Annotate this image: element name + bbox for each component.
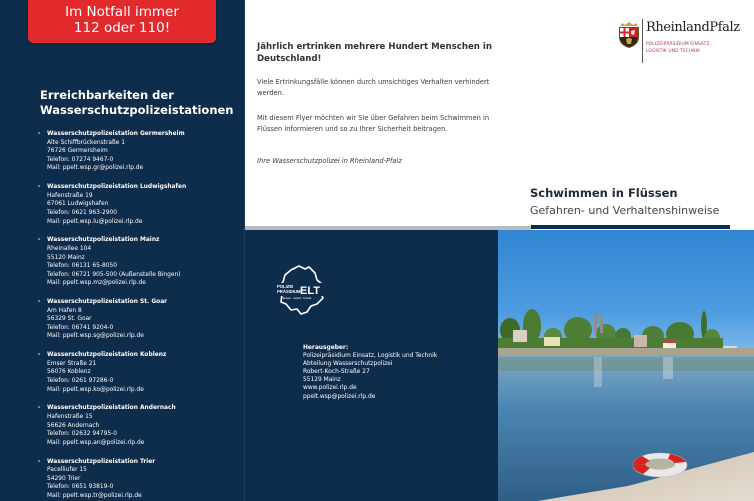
station-phone: Telefon: 06741 9204-0 xyxy=(47,324,114,331)
station-city: 54290 Trier xyxy=(47,475,81,482)
station-name: - Wasserschutzpolizeistation Andernach xyxy=(47,405,176,412)
svg-text:PRÄSIDIUM: PRÄSIDIUM xyxy=(277,289,301,294)
station-city: 55120 Mainz xyxy=(47,254,85,261)
publisher-email[interactable]: ppelt.wsp@polizei.rlp.de xyxy=(303,393,376,400)
intro-paragraph-1: Viele Ertrinkungsfälle können durch umsichtiges Verhalten verhindert werden. xyxy=(257,78,490,97)
intro-paragraph-2: Mit diesem Flyer möchten wir Sie über Gefahren beim Schwimmen in Flüssen informieren und so zu Ihrer Sicherheit beitragen. xyxy=(257,114,490,133)
station-ludwigshafen xyxy=(36,183,236,226)
station-address: Alte Schiffbrückenstraße 1 xyxy=(47,139,125,146)
station-name: - Wasserschutzpolizeistation Mainz xyxy=(47,237,160,244)
publisher-info xyxy=(303,344,493,401)
station-mail: Mail: ppelt.wsp.tr@polizei.rlp.de xyxy=(47,492,142,499)
station-address: Emser Straße 21 xyxy=(47,360,97,367)
police-elt-logo-icon xyxy=(273,264,329,316)
publisher-street: Robert-Koch-Straße 27 xyxy=(303,369,370,376)
station-phone: Telefon: 07274 9467-0 xyxy=(47,156,114,163)
svg-text:Einsatz · Logistik · Technik: Einsatz · Logistik · Technik xyxy=(283,297,312,300)
station-city: 56626 Andernach xyxy=(47,422,100,429)
station-address: Rheinallee 104 xyxy=(47,245,92,252)
station-germersheim xyxy=(36,130,236,173)
river-lifebuoy-photo xyxy=(498,230,754,501)
coat-of-arms-icon xyxy=(618,22,640,48)
intro-signature: Ihre Wasserschutzpolizei in Rheinland-Pfalz xyxy=(257,157,402,165)
station-phone: Telefon: 02632 94795-0 xyxy=(47,431,117,438)
publisher-label: Herausgeber: xyxy=(303,345,349,351)
station-name: - Wasserschutzpolizeistation St. Goar xyxy=(47,299,168,306)
title-underline xyxy=(531,225,730,229)
station-mail: Mail: ppelt.wsp.gr@polizei.rlp.de xyxy=(47,165,144,172)
station-mail: Mail: ppelt.wsp.sg@polizei.rlp.de xyxy=(47,333,144,340)
station-address: Hafenstraße 15 xyxy=(47,413,93,420)
station-phone-2: Telefon: 06721 905-500 (Außenstelle Bingen) xyxy=(47,271,181,278)
far-bank-trees xyxy=(498,309,754,354)
cover-title-panel xyxy=(497,0,754,226)
svg-text:POLIZEI: POLIZEI xyxy=(277,284,294,289)
publisher-website[interactable]: www.polizei.rlp.de xyxy=(303,385,357,392)
emergency-line-2: 112 oder 110! xyxy=(73,20,171,36)
station-phone: Telefon: 0651 93819-0 xyxy=(47,484,114,491)
emergency-line-1: Im Notfall immer xyxy=(65,4,179,20)
logo-subtitle-line-2: LOGISTIK UND TECHNIK xyxy=(646,49,701,54)
station-andernach xyxy=(36,404,236,447)
station-phone: Telefon: 0261 97286-0 xyxy=(47,378,114,384)
station-address: Hafenstraße 19 xyxy=(47,192,93,199)
station-mail: Mail: ppelt.wsp.lu@polizei.rlp.de xyxy=(47,218,143,225)
stations-title-line-2: Wasserschutzpolizeistationen xyxy=(40,103,234,117)
station-koblenz xyxy=(36,351,236,394)
logo-divider xyxy=(642,19,643,63)
station-mail: Mail: ppelt.wsp.mz@polizei.rlp.de xyxy=(47,280,146,287)
station-city: 56329 St. Goar xyxy=(47,316,92,323)
document-title: Schwimmen in Flüssen xyxy=(530,186,678,200)
document-subtitle: Gefahren- und Verhaltenshinweise xyxy=(530,204,720,217)
rlp-logo xyxy=(618,17,740,63)
station-name: - Wasserschutzpolizeistation Koblenz xyxy=(47,352,167,359)
intro-panel xyxy=(245,0,497,226)
intro-heading: Jährlich ertrinken mehrere Hundert Menschen in Deutschland! xyxy=(257,42,492,64)
stations-title-line-1: Erreichbarkeiten der xyxy=(40,88,174,102)
stations-title xyxy=(40,88,240,118)
station-address: Am Hafen 8 xyxy=(47,307,82,314)
emergency-banner xyxy=(28,0,216,43)
publisher-department: Abteilung Wasserschutzpolizei xyxy=(303,361,393,368)
lifebuoy-icon xyxy=(633,453,687,477)
station-city: 56076 Koblenz xyxy=(47,369,91,376)
station-city: 76726 Germersheim xyxy=(47,148,108,155)
station-phone: Telefon: 0621 963-2900 xyxy=(47,209,117,216)
station-mainz xyxy=(36,236,236,288)
logo-subtitle-line-1: POLIZEIPRÄSIDIUM EINSATZ, xyxy=(646,42,712,47)
station-address: Pacelliufer 15 xyxy=(47,467,87,474)
svg-text:ELT: ELT xyxy=(300,285,320,297)
publisher-city: 55129 Mainz xyxy=(303,377,341,384)
station-trier xyxy=(36,458,236,501)
station-name: - Wasserschutzpolizeistation Trier xyxy=(47,458,156,465)
publisher-panel xyxy=(245,230,498,501)
publisher-organisation: Polizeipräsidium Einsatz, Logistik und Technik xyxy=(303,353,438,360)
logo-wordmark: RheinlandPfalz xyxy=(646,20,740,35)
station-name: - Wasserschutzpolizeistation Germersheim xyxy=(47,131,185,137)
photo-illustration xyxy=(498,230,754,501)
station-city: 67061 Ludwigshafen xyxy=(47,201,109,208)
stations-panel xyxy=(0,0,245,501)
station-name: - Wasserschutzpolizeistation Ludwigshafen xyxy=(47,184,187,191)
station-phone: Telefon: 06131 65-8050 xyxy=(47,263,117,270)
station-mail: Mail: ppelt.wsp.an@polizei.rlp.de xyxy=(47,439,145,446)
station-list xyxy=(36,130,236,501)
station-st-goar xyxy=(36,298,236,341)
logo-subtitle xyxy=(646,41,741,55)
station-mail: Mail: ppelt.wsp.ko@polizei.rlp.de xyxy=(47,386,144,393)
